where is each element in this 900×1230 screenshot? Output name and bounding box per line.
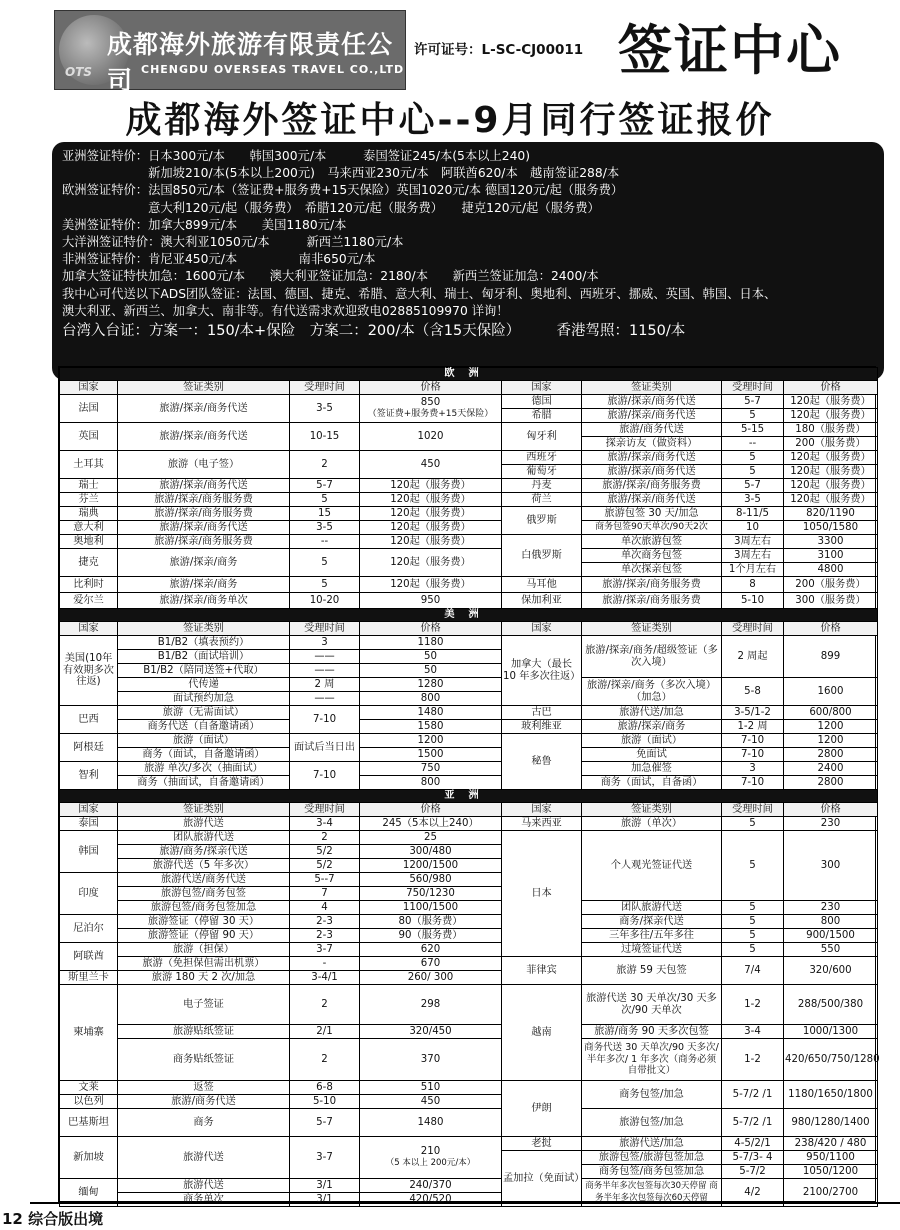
table-row: B1/B2（面试培训） —— 50 <box>60 650 878 664</box>
table-row: 柬埔寨 电子签证 2 298 越南 旅游代送 30 天单次/30 天多次/90 天单次 1-2 288/500/380 <box>60 985 878 1025</box>
table-row: 以色列 旅游/商务代送 5-10 450 <box>60 1095 878 1109</box>
table-row: 巴西 旅游（无需面试） 7-10 1480 古巴 旅游代送/加急 3-5/1-2 600/800 <box>60 706 878 720</box>
table-row: 代传递 2 周 1280 旅游/探亲/商务（多次入境）（加急） 5-8 1600 <box>60 678 878 692</box>
table-row: 商务包签/商务包签加急 5-7/2 1050/1200 <box>60 1165 878 1179</box>
company-logo <box>54 10 406 95</box>
table-row: 旅游签证（停留 90 天） 2-3 90（服务费） 三年多往/五年多往 5 900/1500 <box>60 929 878 943</box>
table-row: 法国 旅游/探亲/商务代送 3-5 850 （签证费+服务费+15天保险） 德国 旅游/探亲/商务代送 5-7 120起（服务费） <box>60 395 878 409</box>
table-row: 爱尔兰 旅游/探亲/商务单次 10-20 950 保加利亚 旅游/探亲/商务服务费 5-10 300（服务费） <box>60 593 878 609</box>
table-row: 智利 旅游 单次/多次（抽面试） 7-10 750 加急催签 3 2400 <box>60 762 878 776</box>
table-row: 缅甸 旅游代送 3/1 240/370 商务半年多次包签每次30天停留 商务半年多次包签每次60天停留 4/2 2100/2700 <box>60 1179 878 1193</box>
table-row: 旅游贴纸签证 2/1 320/450 旅游/商务 90 天多次包签 3-4 1000/1300 <box>60 1025 878 1039</box>
table-row: 土耳其 旅游（电子签） 2 450 西班牙 旅游/探亲/商务代送 5 120起（服务费） <box>60 451 878 465</box>
table-row: 商务（面试，自备邀请函） 1500 免面试 7-10 2800 <box>60 748 878 762</box>
company-name-cn: 成都海外旅游有限责任公司 <box>107 30 394 95</box>
table-row: 旅游包签/商务包签 7 750/1230 <box>60 887 878 901</box>
table-header: 国家 签证类别 受理时间 价格 国家 签证类别 受理时间 价格 <box>60 381 878 395</box>
special-line: 加拿大签证特快加急：1600元/本 澳大利亚签证加急：2180/本 新西兰签证加急：2400/本 <box>62 269 599 284</box>
table-row: 泰国 旅游代送 3-4 245（5本以上240） 马来西亚 旅游（单次） 5 230 <box>60 817 878 831</box>
table-row: 孟加拉（免面试） 旅游包签/旅游包签加急 5-7/3- 4 950/1100 <box>60 1151 878 1165</box>
company-name-en: CHENGDU OVERSEAS TRAVEL CO.,LTD <box>141 63 405 76</box>
table-row: 斯里兰卡 旅游 180 天 2 次/加急 3-4/1 260/ 300 <box>60 971 878 985</box>
table-row: 捷克 旅游/探亲/商务 5 120起（服务费） 单次商务包签 3周左右 3100 <box>60 549 878 563</box>
special-line: 大洋洲签证特价：澳大利亚1050元/本 新西兰1180元/本 <box>62 235 404 250</box>
table-row: 英国 旅游/探亲/商务代送 10-15 1020 匈牙利 旅游/商务代送 5-15 180（服务费） <box>60 423 878 437</box>
price-table <box>58 366 880 1205</box>
special-offers-box <box>52 142 884 380</box>
special-line: 非洲签证特价：肯尼亚450元/本 南非650元/本 <box>62 252 376 267</box>
table-row: 尼泊尔 旅游签证（停留 30 天） 2-3 80（服务费） 商务/探亲代送 5 800 <box>60 915 878 929</box>
table-row: 比利时 旅游/探亲/商务 5 120起（服务费） 马耳他 旅游/探亲/商务服务费 8 200（服务费） <box>60 577 878 593</box>
table-row: 新加坡 旅游代送 3-7 210 （5 本以上 200元/本） 老挝 旅游代送/加急 4-5/2/1 238/420 / 480 <box>60 1137 878 1151</box>
visa-table <box>59 367 878 1207</box>
bottom-rule <box>30 1202 900 1204</box>
table-row: 探亲访友（做资料） -- 200（服务费） <box>60 437 878 451</box>
table-row: 旅游包签/商务包签加急 4 1100/1500 团队旅游代送 5 230 <box>60 901 878 915</box>
table-row: 旅游/商务/探亲代送 5/2 300/480 <box>60 845 878 859</box>
table-row: 商务单次 3/1 420/520 <box>60 1193 878 1207</box>
table-row: B1/B2（陪同送签+代取） —— 50 <box>60 664 878 678</box>
license-number: 许可证号：L-SC-CJ00011 <box>414 42 584 58</box>
special-line: 新加坡210/本(5本以上200元) 马来西亚230元/本 阿联酋620/本 越南签证288/本 <box>62 166 620 181</box>
special-line: 我中心可代送以下ADS团队签证：法国、德国、捷克、希腊、意大利、瑞士、匈牙利、奥地利、西班牙、挪威、英国、韩国、日本、 <box>62 286 777 301</box>
section-america: 美洲 <box>60 609 878 622</box>
page-footer: 12 综合版出境 <box>2 1210 104 1228</box>
table-row: 瑞士 旅游/探亲/商务代送 5-7 120起（服务费） 丹麦 旅游/探亲/商务服务费 5-7 120起（服务费） <box>60 479 878 493</box>
visa-center-title: 签证中心 <box>618 19 842 82</box>
table-row: 面试预约加急 —— 800 <box>60 692 878 706</box>
table-row: 葡萄牙 旅游/探亲/商务代送 5 120起（服务费） <box>60 465 878 479</box>
table-row: 旅游（免担保但需出机票） - 670 菲律宾 旅游 59 天包签 7/4 320/600 <box>60 957 878 971</box>
table-row: 商务代送（自备邀请函） 1580 玻利维亚 旅游/探亲/商务 1-2 周 1200 <box>60 720 878 734</box>
table-row: 巴基斯坦 商务 5-7 1480 旅游包签/加急 5-7/2 /1 980/1280/1400 <box>60 1109 878 1135</box>
taiwan-hk-line: 台湾入台证：方案一：150/本+保险 方案二：200/本（含15天保险） 香港驾照：1150/本 <box>62 323 686 340</box>
special-line: 美洲签证特价：加拿大899元/本 美国1180元/本 <box>62 217 347 232</box>
table-row: 奥地利 旅游/探亲/商务服务费 -- 120起（服务费） 白俄罗斯 单次旅游包签 3周左右 3300 <box>60 535 878 549</box>
table-header: 国家 签证类别 受理时间 价格 国家 签证类别 受理时间 价格 <box>60 622 878 636</box>
table-row: 意大利 旅游/探亲/商务代送 3-5 120起（服务费） 商务包签90天单次/90天2次 10 1050/1580 <box>60 521 878 535</box>
table-row: 芬兰 旅游/探亲/商务服务费 5 120起（服务费） 荷兰 旅游/探亲/商务代送 3-5 120起（服务费） <box>60 493 878 507</box>
table-row: 旅游代送（5 年多次） 5/2 1200/1500 <box>60 859 878 873</box>
special-line: 澳大利亚、新西兰、加拿大、南非等。有代送需求欢迎致电02885109970 详询！ <box>62 303 509 318</box>
table-row: 韩国 团队旅游代送 2 25 日本 个人观光签证代送 5 300 <box>60 831 878 845</box>
special-line: 意大利120元/起（服务费） 希腊120元/起（服务费） 捷克120元/起（服务费） <box>62 200 600 215</box>
table-header: 国家 签证类别 受理时间 价格 国家 签证类别 受理时间 价格 <box>60 803 878 817</box>
page-headline: 成都海外签证中心--9月同行签证报价 <box>125 100 775 141</box>
table-row: 瑞典 旅游/探亲/商务服务费 15 120起（服务费） 俄罗斯 旅游包签 30 天/加急 8-11/5 820/1190 <box>60 507 878 521</box>
table-row: 印度 旅游代送/商务代送 5--7 560/980 <box>60 873 878 887</box>
table-row: 阿联酋 旅游（担保） 3-7 620 过境签证代送 5 550 <box>60 943 878 957</box>
special-line: 欧洲签证特价：法国850元/本（签证费+服务费+15天保险）英国1020元/本 德国120元/起（服务费） <box>62 183 624 198</box>
table-row: 美国(10年有效期多次往返) B1/B2（填表预约） 3 1180 加拿大（最长 10 年多次往返） 旅游/探亲/商务/超级签证（多次入境） 2 周起 899 <box>60 636 878 650</box>
table-row: 商务（抽面试，自备邀请函） 800 商务（面试，自备函） 7-10 2800 <box>60 776 878 790</box>
logo-mark: OTS <box>65 65 93 79</box>
table-row: 商务贴纸签证 2 370 商务代送 30 天单次/90 天多次/ 半年多次/ 1 年多次（商务必须自带批文） 1-2 420/650/750/1280 <box>60 1039 878 1081</box>
table-row: 希腊 旅游/探亲/商务代送 5 120起（服务费） <box>60 409 878 423</box>
table-row: 文莱 返签 6-8 510 伊朗 商务包签/加急 5-7/2 /1 1180/1650/1800 <box>60 1081 878 1095</box>
section-asia: 亚洲 <box>60 790 878 803</box>
table-row: 单次探亲包签 1个月左右 4800 <box>60 563 878 577</box>
table-row: 阿根廷 旅游（面试） 面试后当日出 1200 秘鲁 旅游（面试） 7-10 1200 <box>60 734 878 748</box>
section-europe: 欧洲 <box>60 368 878 381</box>
special-line: 亚洲签证特价：日本300元/本 韩国300元/本 泰国签证245/本(5本以上240) <box>62 149 531 163</box>
